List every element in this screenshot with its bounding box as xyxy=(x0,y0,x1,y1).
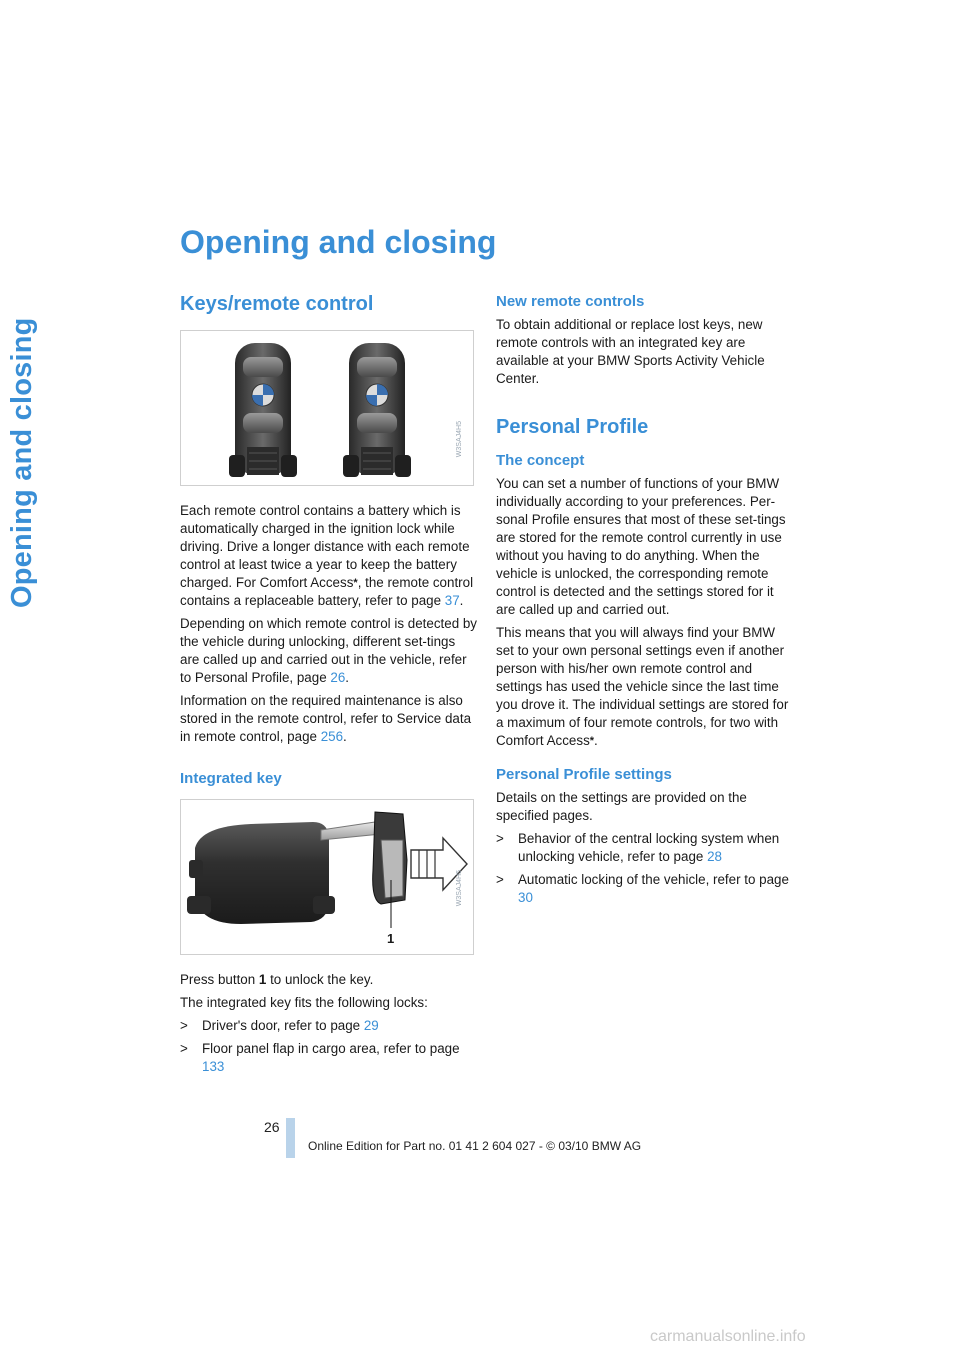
link-page-28[interactable]: 28 xyxy=(707,849,722,864)
link-page-26[interactable]: 26 xyxy=(330,670,346,685)
paragraph-details: Details on the settings are provided on the specified pages. xyxy=(496,790,747,823)
remote-key-2 xyxy=(343,343,411,477)
paragraph-means: This means that you will always find your BMW set to your own personal settings even if another person with his/her own remote control and settings has used the vehicle since the last time you drove it. The individual settings are stored for a maximum of four remote controls, for two with Comfort Access*. xyxy=(496,625,789,748)
heading-new-remote-controls: New remote controls xyxy=(496,293,645,310)
page-number: 26 xyxy=(264,1119,280,1135)
list-item: > Driver's door, refer to page 29 xyxy=(180,1018,379,1033)
heading-the-concept: The concept xyxy=(496,452,585,469)
paragraph-maintenance: Information on the required maintenance is also stored in the remote control, refer to Service data in remote control, page 256. xyxy=(180,693,472,744)
left-column xyxy=(180,292,478,1081)
remote-keys-illustration xyxy=(181,331,473,485)
heading-profile-settings: Personal Profile settings xyxy=(496,766,672,783)
page-title: Opening and closing xyxy=(180,224,497,260)
remote-control-figure xyxy=(180,330,474,486)
paragraph-press-button: Press button 1 to unlock the key. xyxy=(180,972,374,987)
paragraph-new-remote: To obtain additional or replace lost keys, new remote controls with an integrated key are available at your BMW Sports Activity Vehicle Center. xyxy=(496,317,765,386)
link-page-37[interactable]: 37 xyxy=(444,593,460,608)
paragraph-fits-locks: The integrated key fits the following locks: xyxy=(180,995,428,1010)
integrated-key-illustration xyxy=(181,800,473,954)
paragraph-concept: You can set a number of functions of your BMW individually according to your preferences. Per-sonal Profile ensures that most of these set-tings are stored for the remote control currently in use without you having to do anything. When the vehicle is unlocked, the corresponding remote control is detected and the settings stored for it are called up and carried out. xyxy=(496,476,786,617)
link-page-30[interactable]: 30 xyxy=(518,890,533,905)
link-page-133[interactable]: 133 xyxy=(202,1059,225,1074)
paragraph-battery: Each remote control contains a battery which is automatically charged in the ignition lock while driving. Drive a longer distance with each remote control at least twice a year to keep the battery charged. For Comfort Access*, the remote control contains a replaceable battery, refer to page 37. xyxy=(180,503,474,608)
link-page-256[interactable]: 256 xyxy=(320,729,344,744)
watermark: carmanualsonline.info xyxy=(650,1328,806,1345)
footer-accent-bar xyxy=(286,1118,295,1158)
heading-keys-remote-control: Keys/remote control xyxy=(180,293,374,315)
list-item: > Floor panel flap in cargo area, refer to page 133 xyxy=(180,1041,460,1074)
paragraph-detected: Depending on which remote control is detected by the vehicle during unlocking, different set-tings are called up and carried out in the vehicle, refer to Personal Profile, page 26. xyxy=(180,616,478,685)
list-item: > Behavior of the central locking system when unlocking vehicle, refer to page 28 xyxy=(496,831,780,864)
sidebar-section-title: Opening and closing xyxy=(6,317,38,608)
heading-integrated-key: Integrated key xyxy=(180,770,282,787)
figure-code-2: W3SAJ4H5 xyxy=(456,870,463,907)
link-page-29[interactable]: 29 xyxy=(363,1018,379,1033)
profile-settings-list xyxy=(496,830,794,907)
right-column xyxy=(496,292,794,912)
integrated-key-figure xyxy=(180,799,474,955)
heading-personal-profile: Personal Profile xyxy=(496,416,649,438)
integrated-key-lock-list xyxy=(180,1017,478,1076)
figure-code-1: W3SAJ4H5 xyxy=(456,421,463,458)
remote-key-1 xyxy=(229,343,297,477)
list-item: > Automatic locking of the vehicle, refer to page 30 xyxy=(496,872,789,905)
edition-footer: Online Edition for Part no. 01 41 2 604 027 - © 03/10 BMW AG xyxy=(308,1139,642,1153)
callout-number-1: 1 xyxy=(387,931,395,946)
